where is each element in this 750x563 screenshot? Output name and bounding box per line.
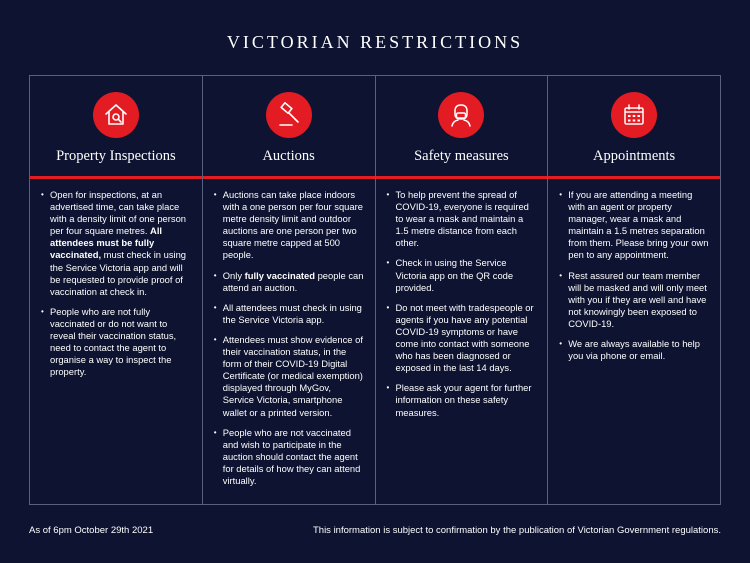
column-title: Property Inspections	[56, 148, 176, 164]
text-segment: All attendees must check in using the Service Victoria app.	[222, 301, 362, 325]
column-title: Appointments	[593, 148, 676, 164]
bold-text: All attendees must be fully vaccinated,	[50, 225, 163, 261]
text-segment: Auctions can take place indoors with a one person per four square metre density limit and outdoor auctions are one person per two square metre capped at 500 people.	[222, 189, 363, 261]
text-segment: Open for inspections, at an advertised time, can take place with a density limit of one person per four square metres.	[50, 189, 187, 237]
text-segment: people can attend an auction.	[222, 269, 364, 293]
page-title: VICTORIAN RESTRICTIONS	[226, 32, 524, 52]
bullet-item	[214, 334, 365, 419]
bold-text: fully vaccinated	[244, 269, 315, 281]
column-title: Safety measures	[414, 148, 509, 164]
column-header	[203, 76, 375, 179]
text-segment: Attendees must show evidence of their vaccination status, in the form of their COVID-19 Digital Certificate (or medical exemption) displayed through MyGov, Service Victoria, smartphone wallet or a printed version.	[222, 333, 363, 418]
text-segment: Only	[222, 269, 245, 281]
column-title: Auctions	[262, 148, 315, 164]
text-segment: Rest assured our team member will be masked and will only meet with you if they are well and have not knowingly been exposed to COVID-19.	[568, 269, 707, 329]
footer-date: As of 6pm October 29th 2021	[29, 525, 154, 536]
bullet-item	[559, 338, 710, 362]
house-search-icon	[93, 92, 139, 138]
bullet-item	[387, 257, 538, 293]
bullet-item	[214, 302, 365, 326]
bullet-list	[214, 189, 365, 487]
column-auctions	[203, 76, 376, 504]
bullet-item	[41, 189, 192, 298]
column-header	[30, 76, 202, 179]
text-segment: Check in using the Service Victoria app on the QR code provided.	[395, 257, 514, 293]
bullet-item	[559, 270, 710, 330]
text-segment: If you are attending a meeting with an agent or property manager, wear a mask and maintain a 1.5 metres separation from them. Please bring your own pen to any appointment.	[568, 189, 709, 261]
masked-person-icon	[438, 92, 484, 138]
bullet-list	[387, 189, 538, 419]
bullet-item	[214, 270, 365, 294]
text-segment: must check in using the Service Victoria app and will be requested to provide proof of vaccination at check in.	[50, 249, 187, 297]
column-property-inspections	[30, 76, 203, 504]
text-segment: We are always available to help you via phone or email.	[568, 338, 700, 362]
bullet-list	[41, 189, 192, 378]
bullet-item	[214, 189, 365, 262]
column-appointments	[548, 76, 720, 504]
column-safety-measures	[376, 76, 549, 504]
bullet-item	[559, 189, 710, 262]
text-segment: To help prevent the spread of COVID-19, everyone is required to wear a mask and maintain a 1.5 metre distance from each other.	[395, 189, 529, 249]
bullet-item	[41, 306, 192, 379]
restrictions-grid	[29, 75, 721, 505]
bullet-item	[387, 382, 538, 418]
text-segment: Do not meet with tradespeople or agents if you have any potential COVID-19 symptoms or have come into contact with someone who has been diagnosed or exposed in the last 14 days.	[395, 301, 534, 374]
bullet-item	[387, 189, 538, 249]
column-header	[376, 76, 548, 179]
text-segment: Please ask your agent for further information on these safety measures.	[395, 382, 532, 418]
bullet-list	[559, 189, 710, 362]
footer-disclaimer: This information is subject to confirmation by the publication of Victorian Government regulations.	[312, 525, 721, 536]
calendar-icon	[611, 92, 657, 138]
gavel-icon	[266, 92, 312, 138]
text-segment: People who are not vaccinated and wish to participate in the auction should contact the agent for details of how they can attend virtually.	[222, 426, 361, 486]
text-segment: People who are not fully vaccinated or do not want to reveal their vaccination status, need to contact the agent to organise a way to inspect the property.	[50, 305, 177, 378]
bullet-item	[387, 302, 538, 375]
column-header	[548, 76, 720, 179]
bullet-item	[214, 427, 365, 487]
